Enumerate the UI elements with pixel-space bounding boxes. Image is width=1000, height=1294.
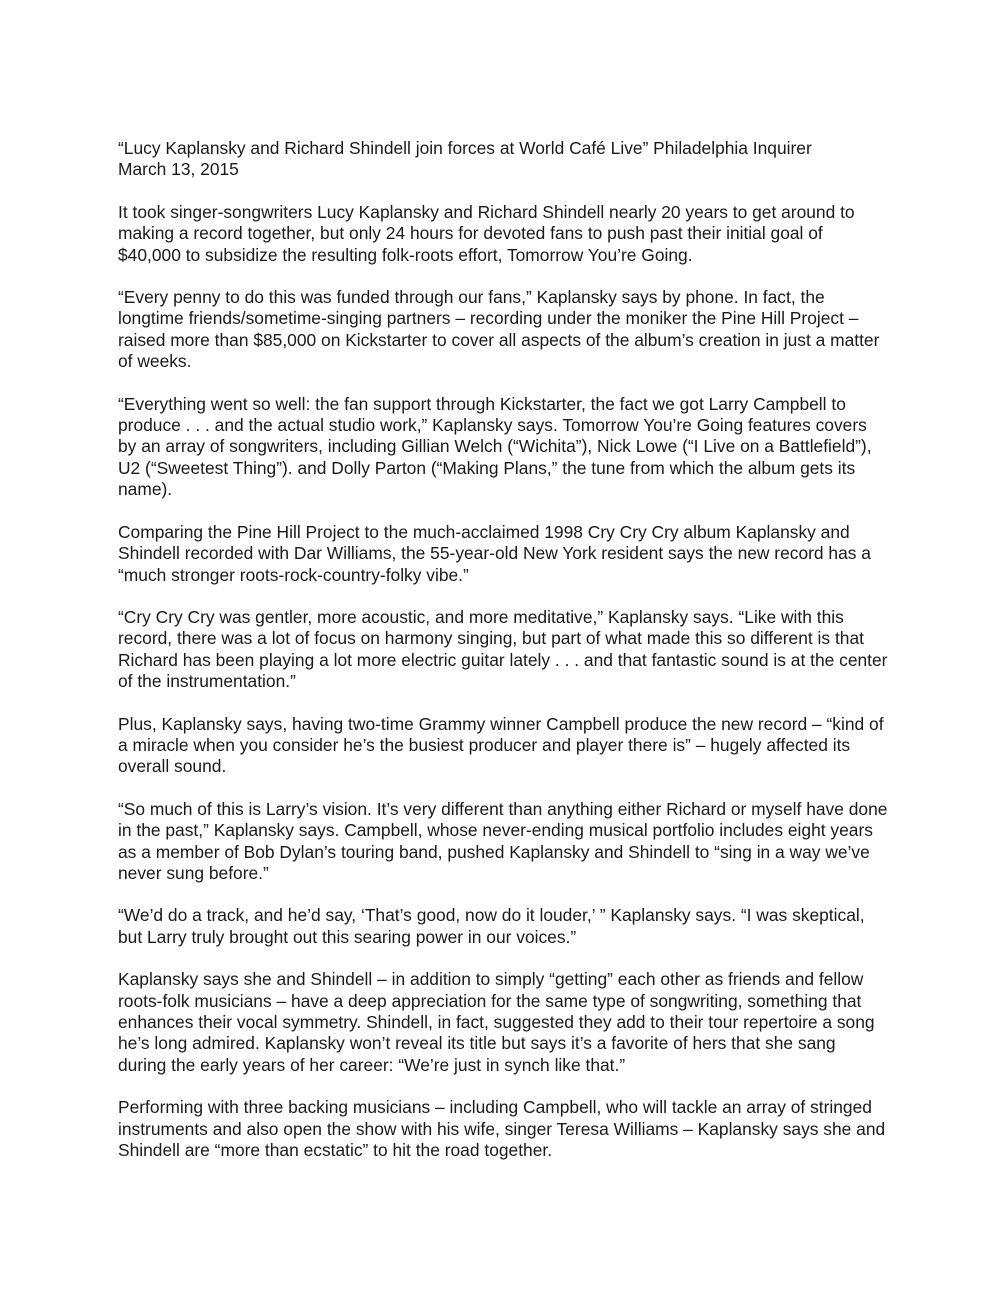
article-paragraph: “Everything went so well: the fan support through Kickstarter, the fact we got Larry Campbell to produce . . . and the actual studio work,” Kaplansky says. Tomorrow You’re Going features covers by an array of songwriters, including Gillian Welch (“Wichita”), Nick Lowe (“I Live on a Battlefield”), U2 (“Sweetest Thing”). and Dolly Parton (“Making Plans,” the tune from which the album gets its name). xyxy=(118,393,872,500)
article-paragraph: Plus, Kaplansky says, having two-time Grammy winner Campbell produce the new record – “kind of a miracle when you consider he’s the busiest producer and player there is” – hugely affected its overall sound. xyxy=(118,713,884,777)
article-headline: “Lucy Kaplansky and Richard Shindell join forces at World Café Live” Philadelphia Inquirer xyxy=(118,138,812,158)
article-header xyxy=(118,138,888,181)
article-paragraph: Performing with three backing musicians – including Campbell, who will tackle an array of stringed instruments and also open the show with his wife, singer Teresa Williams – Kaplansky says she and Shindell are “more than ecstatic” to hit the road together. xyxy=(118,1097,886,1161)
article-paragraph: “So much of this is Larry’s vision. It’s very different than anything either Richard or myself have done in the past,” Kaplansky says. Campbell, whose never-ending musical portfolio includes eight years as a member of Bob Dylan’s touring band, pushed Kaplansky and Shindell to “sing in a way we’ve never sung before.” xyxy=(118,798,888,883)
article-date: March 13, 2015 xyxy=(118,159,239,180)
article-paragraph: “Every penny to do this was funded through our fans,” Kaplansky says by phone. In fact, the longtime friends/sometime-singing partners – recording under the moniker the Pine Hill Project – raised more than $85,000 on Kickstarter to cover all aspects of the album’s creation in just a matter of weeks. xyxy=(118,287,880,372)
article-page xyxy=(118,138,888,1182)
article-paragraph: Kaplansky says she and Shindell – in addition to simply “getting” each other as friends and fellow roots-folk musicians – have a deep appreciation for the same type of songwriting, something that enhances their vocal symmetry. Shindell, in fact, suggested they add to their tour repertoire a song he’s long admired. Kaplansky won’t reveal its title but says it’s a favorite of hers that she sang during the early years of her career: “We’re just in synch like that.” xyxy=(118,969,875,1075)
article-paragraph: “Cry Cry Cry was gentler, more acoustic, and more meditative,” Kaplansky says. “Like with this record, there was a lot of focus on harmony singing, but part of what made this so different is that Richard has been playing a lot more electric guitar lately . . . and that fantastic sound is at the center of the instrumentation.” xyxy=(118,606,888,692)
article-paragraph: It took singer-songwriters Lucy Kaplansky and Richard Shindell nearly 20 years to get around to making a record together, but only 24 hours for devoted fans to push past their initial goal of $40,000 to subsidize the resulting folk-roots effort, Tomorrow You’re Going. xyxy=(118,201,855,265)
article-paragraph: “We’d do a track, and he’d say, ‘That’s good, now do it louder,’ ” Kaplansky says. “I was skeptical, but Larry truly brought out this searing power in our voices.” xyxy=(118,905,865,947)
article-paragraph: Comparing the Pine Hill Project to the much-acclaimed 1998 Cry Cry Cry album Kaplansky and Shindell recorded with Dar Williams, the 55-year-old New York resident says the new record has a “much stronger roots-rock-country-folky vibe.” xyxy=(118,521,871,585)
